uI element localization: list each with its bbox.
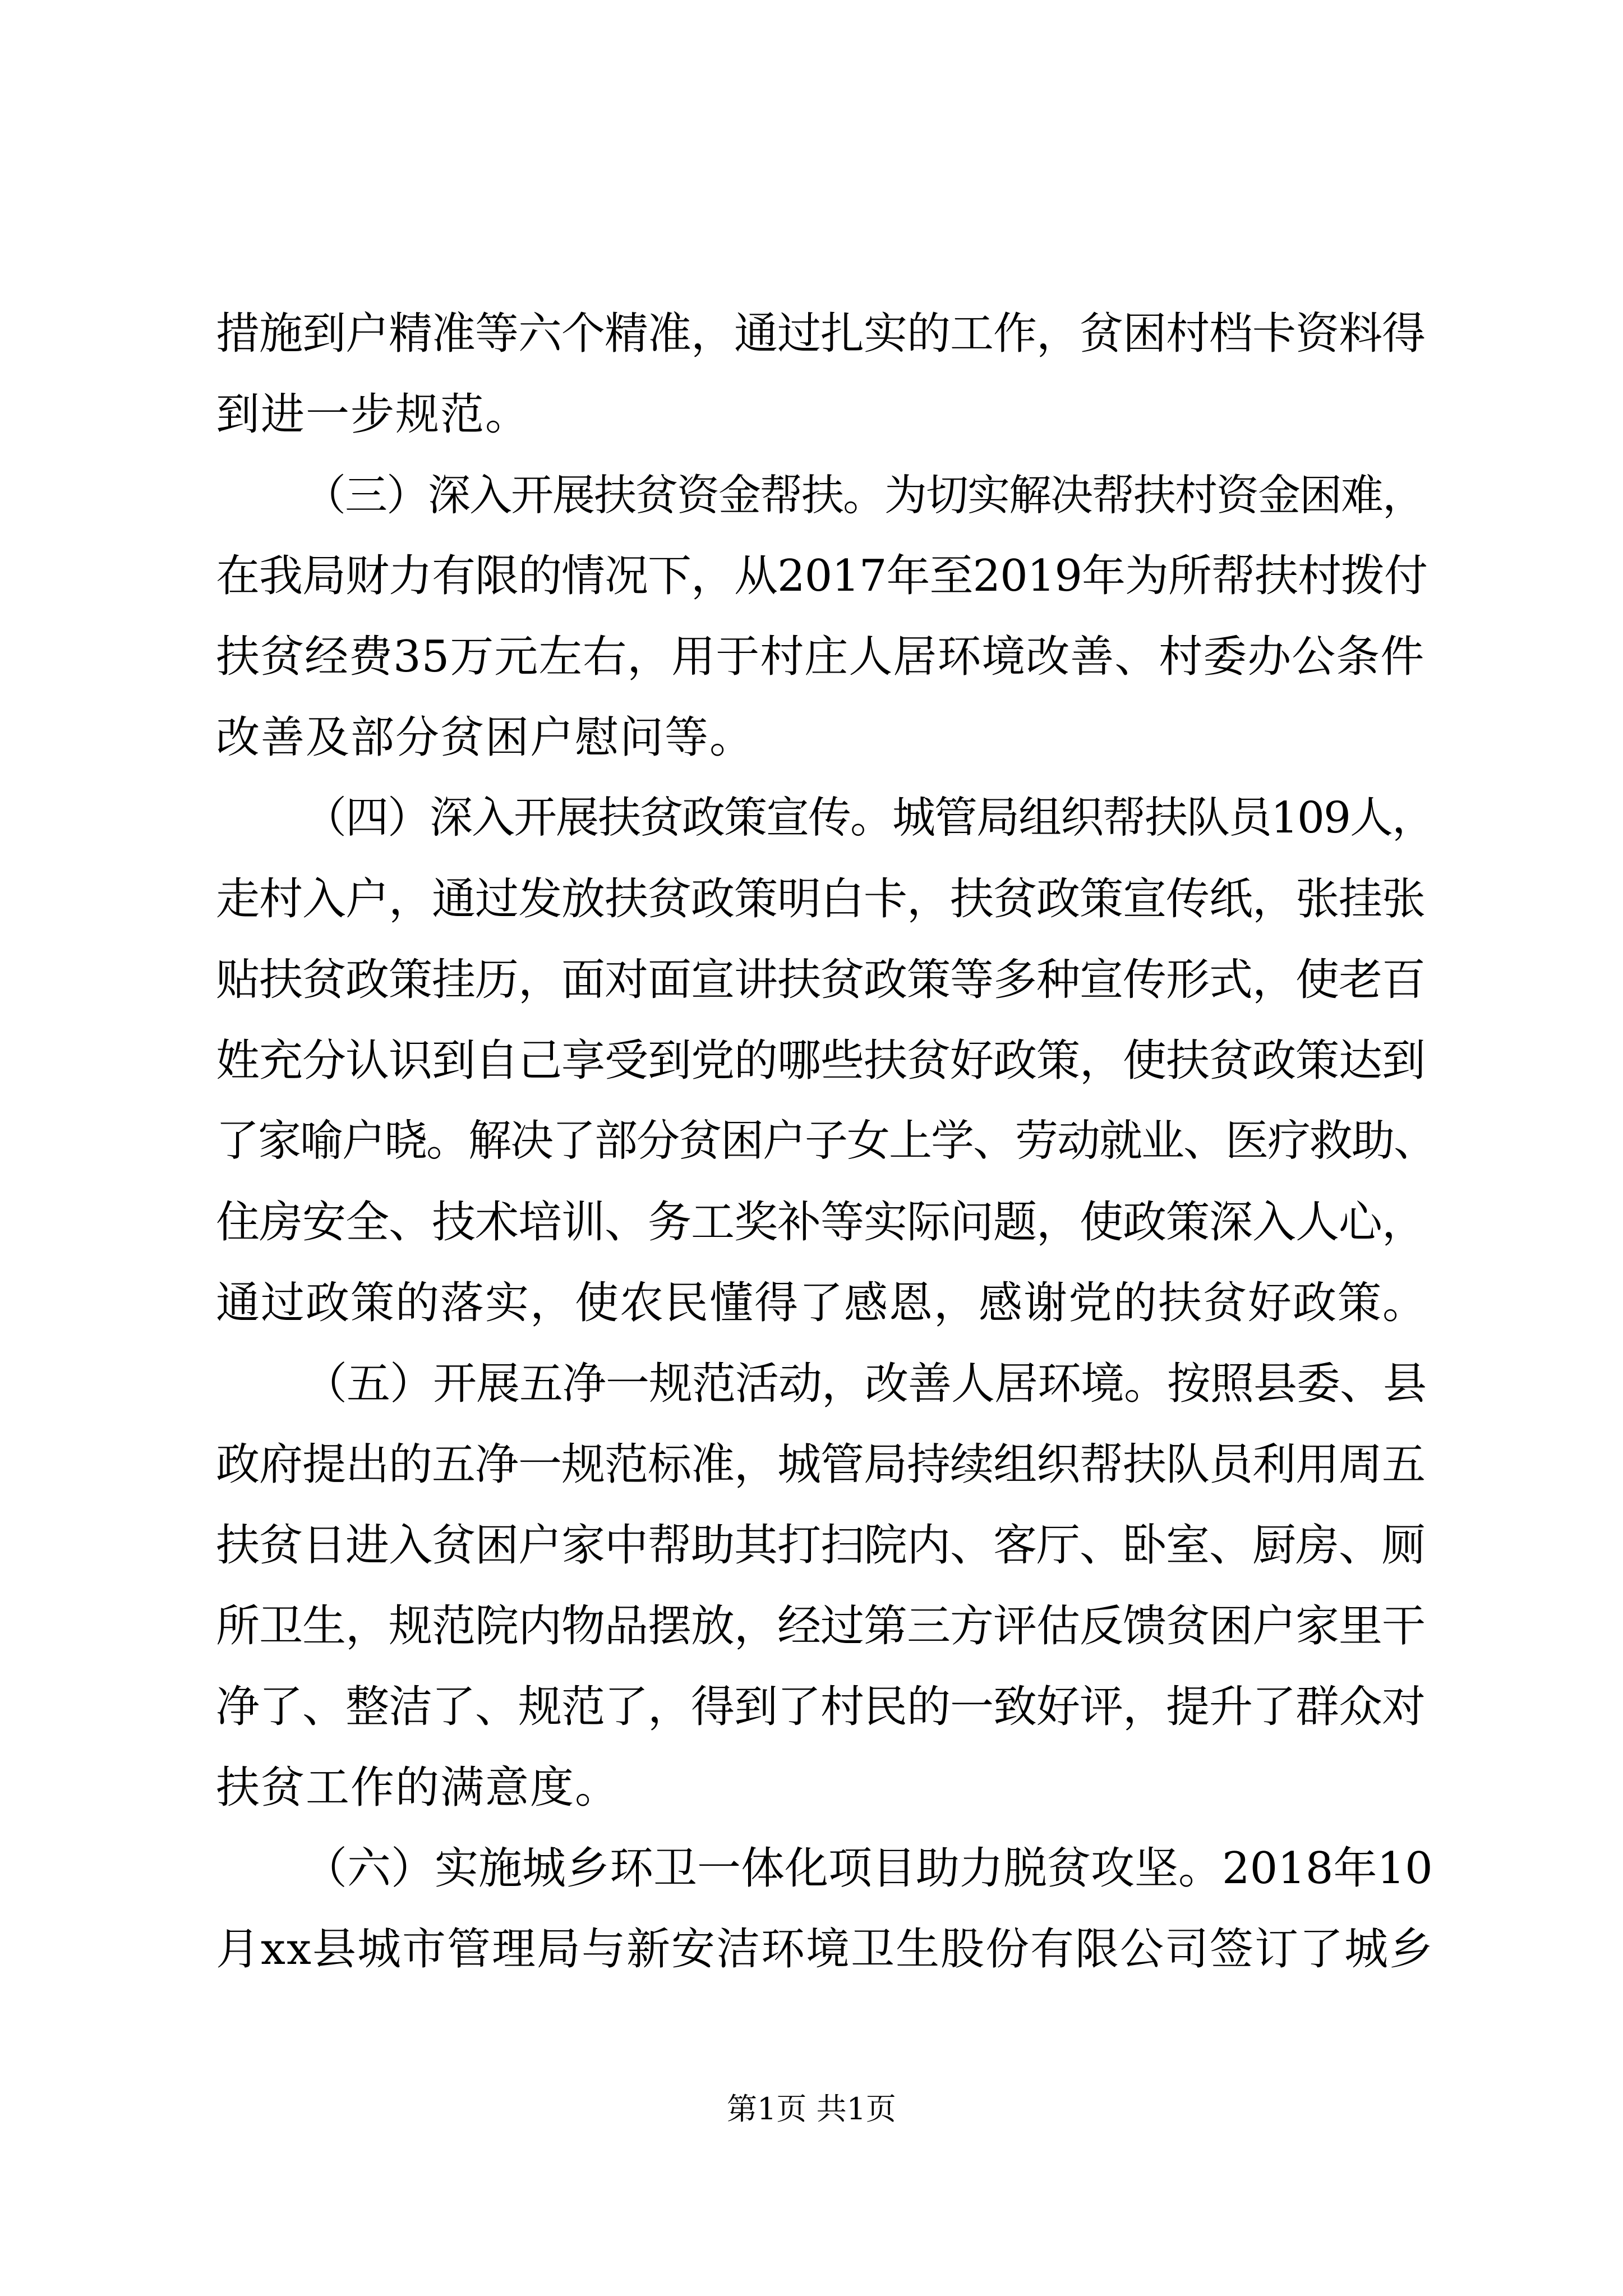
text-line: 政府提出的五净一规范标准，城管局持续组织帮扶队员利用周五: [216, 1439, 1426, 1490]
text-line: 住房安全、技术培训、务工奖补等实际问题，使政策深入人心，: [216, 1197, 1426, 1248]
text-line: 改善及部分贫困户慰问等。: [216, 712, 755, 763]
paragraph-start-line: （六）实施城乡环卫一体化项目助力脱贫攻坚。2018年10: [303, 1843, 1433, 1894]
text-line: 所卫生，规范院内物品摆放，经过第三方评估反馈贫困户家里干: [216, 1601, 1426, 1651]
text-line: 到进一步规范。: [216, 389, 531, 440]
text-line: 通过政策的落实，使农民懂得了感恩，感谢党的扶贫好政策。: [216, 1278, 1428, 1328]
text-line: 净了、整洁了、规范了，得到了村民的一致好评，提升了群众对: [216, 1682, 1426, 1732]
page-number-footer: 第1页 共1页: [727, 2091, 896, 2127]
paragraph-start-line: （三）深入开展扶贫资金帮扶。为切实解决帮扶村资金困难，: [303, 470, 1424, 520]
text-line: 措施到户精准等六个精准，通过扎实的工作，贫困村档卡资料得: [216, 309, 1426, 359]
text-line: 了家喻户晓。解决了部分贫困户子女上学、劳动就业、医疗救助、: [216, 1116, 1436, 1166]
text-line: 贴扶贫政策挂历，面对面宣讲扶贫政策等多种宣传形式，使老百: [216, 955, 1426, 1005]
text-line: 在我局财力有限的情况下，从2017年至2019年为所帮扶村拨付: [216, 551, 1428, 601]
text-line: 姓充分认识到自己享受到党的哪些扶贫好政策，使扶贫政策达到: [216, 1036, 1426, 1086]
paragraph-start-line: （四）深入开展扶贫政策宣传。城管局组织帮扶队员109人，: [303, 793, 1434, 843]
paragraph-start-line: （五）开展五净一规范活动，改善人居环境。按照县委、县: [303, 1359, 1427, 1409]
text-line: 走村入户，通过发放扶贫政策明白卡，扶贫政策宣传纸，张挂张: [216, 874, 1426, 924]
text-line: 扶贫日进入贫困户家中帮助其打扫院内、客厅、卧室、厨房、厕: [216, 1520, 1426, 1571]
text-line: 扶贫工作的满意度。: [216, 1763, 620, 1813]
text-line: 月xx县城市管理局与新安洁环境卫生股份有限公司签订了城乡: [216, 1924, 1434, 1975]
text-line: 扶贫经费35万元左右，用于村庄人居环境改善、村委办公条件: [216, 632, 1425, 682]
